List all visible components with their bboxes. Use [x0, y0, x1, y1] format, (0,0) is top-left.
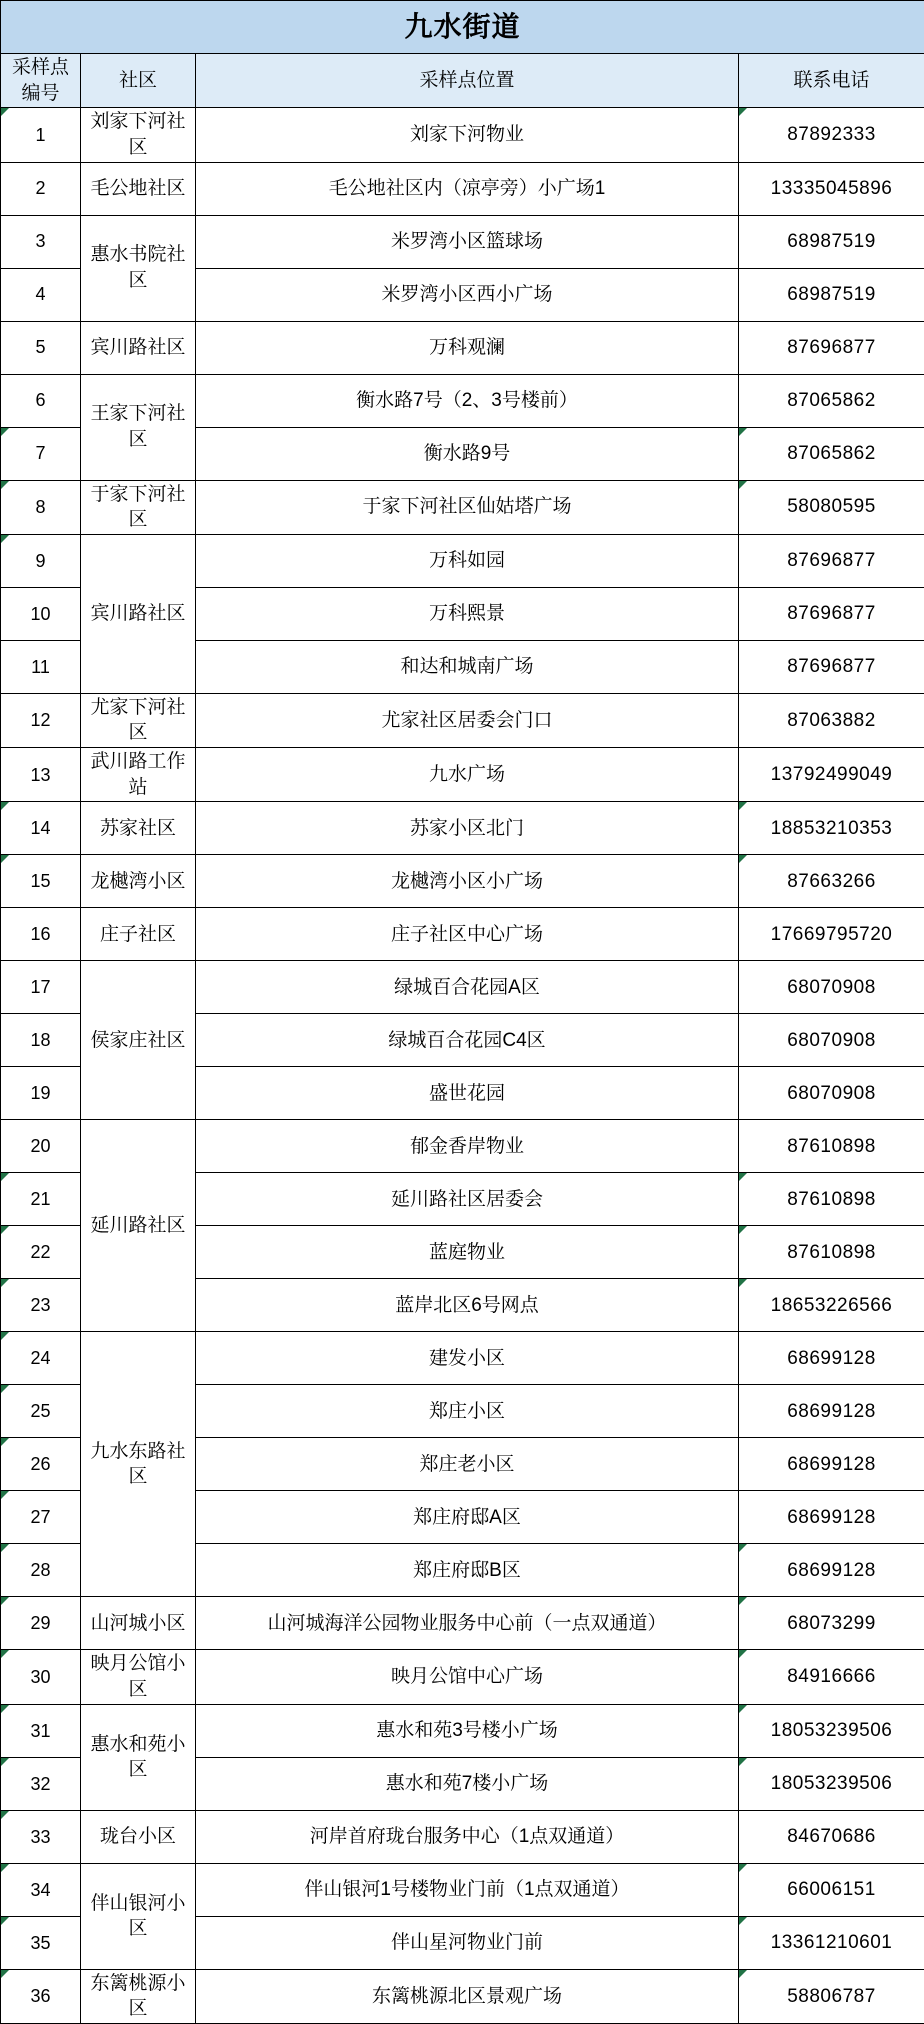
phone-cell: 68699128 [739, 1332, 924, 1385]
table-row [1, 802, 924, 855]
location-cell: 河岸首府珑台服务中心（1点双通道） [196, 1810, 739, 1863]
community-cell: 武川路工作站 [81, 748, 196, 802]
location-cell: 米罗湾小区篮球场 [196, 215, 739, 268]
location-cell: 衡水路7号（2、3号楼前） [196, 374, 739, 427]
location-cell: 郑庄府邸A区 [196, 1491, 739, 1544]
community-cell: 刘家下河社区 [81, 108, 196, 162]
table-row [1, 321, 924, 374]
location-cell: 刘家下河物业 [196, 108, 739, 162]
row-number-cell: 20 [1, 1120, 81, 1173]
location-cell: 郑庄小区 [196, 1385, 739, 1438]
community-cell: 山河城小区 [81, 1597, 196, 1650]
community-cell: 苏家社区 [81, 802, 196, 855]
cell-error-indicator-triangle [739, 428, 747, 436]
community-cell: 侯家庄社区 [81, 961, 196, 1120]
row-number-cell: 36 [1, 1969, 81, 2023]
row-number-cell: 32 [1, 1757, 81, 1810]
page-title: 九水街道 [1, 1, 924, 54]
row-number-cell: 5 [1, 321, 81, 374]
location-cell: 龙樾湾小区小广场 [196, 855, 739, 908]
location-cell: 于家下河社区仙姑塔广场 [196, 480, 739, 534]
table-row [1, 961, 924, 1014]
phone-cell: 18053239506 [739, 1757, 924, 1810]
cell-error-indicator-triangle [739, 1650, 747, 1658]
row-number-cell: 15 [1, 855, 81, 908]
row-number-cell: 22 [1, 1226, 81, 1279]
row-number-cell: 28 [1, 1544, 81, 1597]
cell-error-indicator-triangle [739, 1864, 747, 1872]
cell-error-indicator-triangle [1, 1385, 9, 1393]
table-row [1, 1810, 924, 1863]
cell-error-indicator-triangle [1, 1173, 9, 1181]
location-cell: 惠水和苑7楼小广场 [196, 1757, 739, 1810]
table-row [1, 855, 924, 908]
location-cell: 尤家社区居委会门口 [196, 693, 739, 747]
phone-cell: 18653226566 [739, 1279, 924, 1332]
community-cell: 庄子社区 [81, 908, 196, 961]
cell-error-indicator-triangle [739, 1758, 747, 1766]
phone-cell: 87065862 [739, 427, 924, 480]
location-cell: 伴山银河1号楼物业门前（1点双通道） [196, 1863, 739, 1916]
cell-error-indicator-triangle [1, 1970, 9, 1978]
location-cell: 郑庄府邸B区 [196, 1544, 739, 1597]
table-row [1, 748, 924, 802]
location-cell: 蓝岸北区6号网点 [196, 1279, 739, 1332]
cell-error-indicator-triangle [739, 1544, 747, 1552]
row-number-cell: 33 [1, 1810, 81, 1863]
row-number-cell: 31 [1, 1704, 81, 1757]
row-number-cell: 1 [1, 108, 81, 162]
community-cell: 宾川路社区 [81, 321, 196, 374]
phone-cell: 68070908 [739, 1067, 924, 1120]
location-cell: 伴山星河物业门前 [196, 1916, 739, 1969]
community-cell: 映月公馆小区 [81, 1650, 196, 1704]
cell-error-indicator-triangle [1, 535, 9, 543]
location-cell: 万科如园 [196, 534, 739, 587]
row-number-cell: 4 [1, 268, 81, 321]
community-cell: 东篱桃源小区 [81, 1969, 196, 2023]
community-cell: 龙樾湾小区 [81, 855, 196, 908]
community-cell: 九水东路社区 [81, 1332, 196, 1597]
phone-cell: 18053239506 [739, 1704, 924, 1757]
cell-error-indicator-triangle [739, 481, 747, 489]
phone-cell: 18853210353 [739, 802, 924, 855]
location-cell: 米罗湾小区西小广场 [196, 268, 739, 321]
header-row [1, 54, 924, 108]
row-number-cell: 8 [1, 480, 81, 534]
phone-cell: 58080595 [739, 480, 924, 534]
community-cell: 珑台小区 [81, 1810, 196, 1863]
row-number-cell: 6 [1, 374, 81, 427]
table-row [1, 215, 924, 268]
phone-cell: 87065862 [739, 374, 924, 427]
table-row [1, 1332, 924, 1385]
phone-cell: 68070908 [739, 1014, 924, 1067]
phone-cell: 13361210601 [739, 1916, 924, 1969]
location-cell: 映月公馆中心广场 [196, 1650, 739, 1704]
cell-error-indicator-triangle [739, 1226, 747, 1234]
location-cell: 郑庄老小区 [196, 1438, 739, 1491]
community-cell: 宾川路社区 [81, 534, 196, 693]
row-number-cell: 16 [1, 908, 81, 961]
column-header-phone: 联系电话 [739, 54, 924, 108]
phone-cell: 84916666 [739, 1650, 924, 1704]
table-row [1, 693, 924, 747]
cell-error-indicator-triangle [739, 108, 747, 116]
phone-cell: 13792499049 [739, 748, 924, 802]
community-cell: 延川路社区 [81, 1120, 196, 1332]
row-number-cell: 34 [1, 1863, 81, 1916]
cell-error-indicator-triangle [1, 1544, 9, 1552]
table-row [1, 1650, 924, 1704]
cell-error-indicator-triangle [1, 1758, 9, 1766]
row-number-cell: 26 [1, 1438, 81, 1491]
cell-error-indicator-triangle [1, 802, 9, 810]
table-row [1, 1597, 924, 1650]
row-number-cell: 2 [1, 162, 81, 215]
cell-error-indicator-triangle [739, 1597, 747, 1605]
phone-cell: 87892333 [739, 108, 924, 162]
phone-cell: 68987519 [739, 215, 924, 268]
community-cell: 毛公地社区 [81, 162, 196, 215]
row-number-cell: 12 [1, 693, 81, 747]
location-cell: 九水广场 [196, 748, 739, 802]
column-header-location: 采样点位置 [196, 54, 739, 108]
cell-error-indicator-triangle [1, 1705, 9, 1713]
cell-error-indicator-triangle [739, 1705, 747, 1713]
location-cell: 绿城百合花园C4区 [196, 1014, 739, 1067]
community-cell: 王家下河社区 [81, 374, 196, 480]
cell-error-indicator-triangle [1, 108, 9, 116]
phone-cell: 87610898 [739, 1120, 924, 1173]
row-number-cell: 10 [1, 587, 81, 640]
cell-error-indicator-triangle [739, 1173, 747, 1181]
community-cell: 伴山银河小区 [81, 1863, 196, 1969]
location-cell: 盛世花园 [196, 1067, 739, 1120]
phone-cell: 87696877 [739, 534, 924, 587]
location-cell: 万科熙景 [196, 587, 739, 640]
phone-cell: 17669795720 [739, 908, 924, 961]
phone-cell: 68987519 [739, 268, 924, 321]
column-header-number: 采样点编号 [1, 54, 81, 108]
phone-cell: 68073299 [739, 1597, 924, 1650]
phone-cell: 87696877 [739, 321, 924, 374]
row-number-cell: 35 [1, 1916, 81, 1969]
phone-cell: 58806787 [739, 1969, 924, 2023]
row-number-cell: 7 [1, 427, 81, 480]
phone-cell: 13335045896 [739, 162, 924, 215]
cell-error-indicator-triangle [1, 1491, 9, 1499]
row-number-cell: 11 [1, 640, 81, 693]
phone-cell: 84670686 [739, 1810, 924, 1863]
cell-error-indicator-triangle [1, 1279, 9, 1287]
table-row [1, 480, 924, 534]
table-row [1, 908, 924, 961]
phone-cell: 87696877 [739, 587, 924, 640]
phone-cell: 87610898 [739, 1173, 924, 1226]
row-number-cell: 24 [1, 1332, 81, 1385]
phone-cell: 68699128 [739, 1385, 924, 1438]
location-cell: 延川路社区居委会 [196, 1173, 739, 1226]
table-row [1, 1120, 924, 1173]
cell-error-indicator-triangle [1, 1864, 9, 1872]
row-number-cell: 17 [1, 961, 81, 1014]
table-row [1, 1969, 924, 2023]
row-number-cell: 21 [1, 1173, 81, 1226]
location-cell: 衡水路9号 [196, 427, 739, 480]
cell-error-indicator-triangle [739, 855, 747, 863]
location-cell: 山河城海洋公园物业服务中心前（一点双通道） [196, 1597, 739, 1650]
table-row [1, 108, 924, 162]
row-number-cell: 3 [1, 215, 81, 268]
community-cell: 于家下河社区 [81, 480, 196, 534]
location-cell: 毛公地社区内（凉亭旁）小广场1 [196, 162, 739, 215]
table-row [1, 162, 924, 215]
phone-cell: 87663266 [739, 855, 924, 908]
location-cell: 和达和城南广场 [196, 640, 739, 693]
phone-cell: 68699128 [739, 1491, 924, 1544]
cell-error-indicator-triangle [739, 1279, 747, 1287]
cell-error-indicator-triangle [1, 1597, 9, 1605]
location-cell: 万科观澜 [196, 321, 739, 374]
phone-cell: 87696877 [739, 640, 924, 693]
cell-error-indicator-triangle [1, 1650, 9, 1658]
cell-error-indicator-triangle [739, 802, 747, 810]
column-header-community: 社区 [81, 54, 196, 108]
cell-error-indicator-triangle [1, 1917, 9, 1925]
row-number-cell: 25 [1, 1385, 81, 1438]
cell-error-indicator-triangle [1, 1438, 9, 1446]
row-number-cell: 30 [1, 1650, 81, 1704]
location-cell: 郁金香岸物业 [196, 1120, 739, 1173]
location-cell: 庄子社区中心广场 [196, 908, 739, 961]
location-cell: 绿城百合花园A区 [196, 961, 739, 1014]
row-number-cell: 14 [1, 802, 81, 855]
cell-error-indicator-triangle [1, 1226, 9, 1234]
location-cell: 蓝庭物业 [196, 1226, 739, 1279]
row-number-cell: 27 [1, 1491, 81, 1544]
table-row [1, 1863, 924, 1916]
row-number-cell: 23 [1, 1279, 81, 1332]
phone-cell: 68699128 [739, 1438, 924, 1491]
community-cell: 惠水书院社区 [81, 215, 196, 321]
cell-error-indicator-triangle [1, 855, 9, 863]
table-row [1, 374, 924, 427]
row-number-cell: 9 [1, 534, 81, 587]
cell-error-indicator-triangle [739, 1970, 747, 1978]
phone-cell: 68699128 [739, 1544, 924, 1597]
phone-cell: 87610898 [739, 1226, 924, 1279]
community-cell: 惠水和苑小区 [81, 1704, 196, 1810]
cell-error-indicator-triangle [1, 428, 9, 436]
table-row [1, 534, 924, 587]
location-cell: 东篱桃源北区景观广场 [196, 1969, 739, 2023]
cell-error-indicator-triangle [739, 1917, 747, 1925]
community-cell: 尤家下河社区 [81, 693, 196, 747]
row-number-cell: 18 [1, 1014, 81, 1067]
cell-error-indicator-triangle [1, 481, 9, 489]
phone-cell: 87063882 [739, 693, 924, 747]
row-number-cell: 19 [1, 1067, 81, 1120]
phone-cell: 68070908 [739, 961, 924, 1014]
table-row [1, 1704, 924, 1757]
row-number-cell: 13 [1, 748, 81, 802]
phone-cell: 66006151 [739, 1863, 924, 1916]
location-cell: 建发小区 [196, 1332, 739, 1385]
title-row [1, 1, 924, 54]
cell-error-indicator-triangle [1, 1811, 9, 1819]
location-cell: 苏家小区北门 [196, 802, 739, 855]
location-cell: 惠水和苑3号楼小广场 [196, 1704, 739, 1757]
row-number-cell: 29 [1, 1597, 81, 1650]
cell-error-indicator-triangle [1, 1332, 9, 1340]
